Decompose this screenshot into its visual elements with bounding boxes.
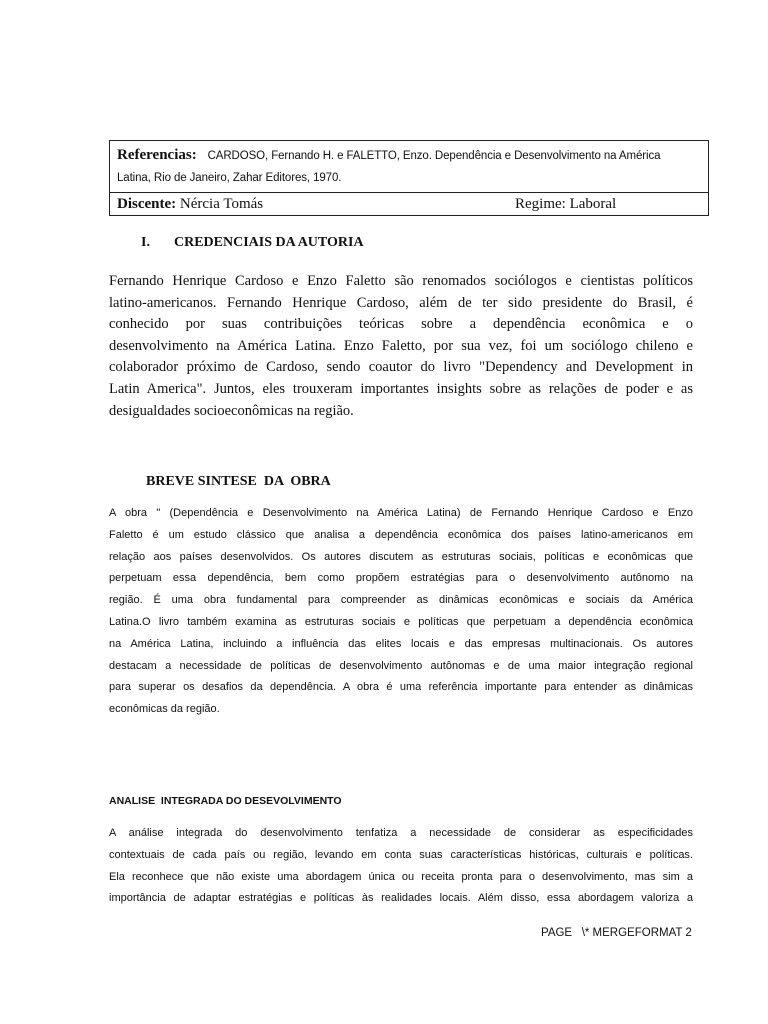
paragraph-line: A obra " (Dependência e Desenvolvimento na América Latina) de Fernando Henrique Cardoso e Enzo (109, 507, 693, 519)
paragraph-line: para superar os desafios da dependência. A obra é uma referência importante para entender as dinâmicas (109, 681, 693, 694)
paragraph-line: destacam a necessidade de políticas de desenvolvimento autônomas e de uma maior integração regional (109, 659, 693, 672)
paragraph-line: A análise integrada do desenvolvimento tenfatiza a necessidade de considerar as especificidades (109, 827, 693, 839)
paragraph-line: região. É uma obra fundamental para compreender as dinâmicas econômicas e sociais da América (109, 594, 693, 607)
reference-box (109, 140, 709, 216)
paragraph-line: colaborador próximo de Cardoso, sendo coautor do livro "Dependency and Development in (109, 359, 693, 376)
paragraph-line: relação aos países desenvolvidos. Os autores discutem as estruturas sociais, políticas e econômicas que (109, 550, 693, 563)
paragraph-line: conhecido por suas contribuições teóricas sobre a dependência econômica e o (109, 316, 693, 333)
paragraph-line: desenvolvimento na América Latina. Enzo Faletto, por sua vez, foi um sociólogo chileno e (109, 337, 693, 354)
section-2-paragraph (109, 503, 693, 721)
page-footer: PAGE \* MERGEFORMAT 2 (541, 927, 692, 939)
paragraph-line: desigualdades socioeconômicas na região. (109, 402, 354, 419)
reference-row (110, 141, 708, 193)
reference-text-2: Latina, Rio de Janeiro, Zahar Editores, 1970. (117, 172, 342, 184)
reference-line-1 (117, 144, 701, 167)
section-2-heading: BREVE SINTESE DA OBRA (146, 474, 331, 489)
section-1-paragraph (109, 271, 693, 422)
student-label: Discente: (117, 196, 177, 212)
paragraph-line: econômicas da região. (109, 703, 220, 716)
student-name: Nércia Tomás (179, 196, 264, 212)
section-1-heading (141, 235, 364, 251)
reference-text-1: CARDOSO, Fernando H. e FALETTO, Enzo. Dependência e Desenvolvimento na América (207, 150, 661, 162)
reference-label: Referencias: (117, 147, 197, 163)
paragraph-line: Latin America". Juntos, eles trouxeram importantes insights sobre as relações de poder e as (109, 380, 693, 397)
paragraph-line: importância de adaptar estratégias e políticas às realidades locais. Além disso, essa abordagem valoriza a (109, 892, 693, 905)
section-1-title: CREDENCIAIS DA AUTORIA (174, 235, 364, 250)
paragraph-line: na América Latina, incluindo a influência das elites locais e das empresas multinacionais. Os autores (109, 637, 693, 650)
paragraph-line: Faletto é um estudo clássico que analisa a dependência econômica dos países latino-americanos em (109, 528, 693, 541)
section-3-heading: ANALISE INTEGRADA DO DESEVOLVIMENTO (109, 795, 342, 807)
paragraph-line: Fernando Henrique Cardoso e Enzo Faletto são renomados sociólogos e cientistas políticos (109, 273, 693, 289)
section-3-paragraph (109, 823, 693, 910)
paragraph-line: contextuais de cada país ou região, levando em conta suas características históricas, culturais e políticas. (109, 848, 693, 861)
paragraph-line: Ela reconhece que não existe uma abordagem única ou receita pronta para o desenvolvimento, mas sim a (109, 870, 693, 883)
paragraph-line: Latina.O livro também examina as estruturas sociais e políticas que perpetuam a dependência econômica (109, 615, 693, 628)
section-1-number: I. (141, 235, 150, 250)
reference-line-2 (117, 167, 701, 189)
paragraph-line: latino-americanos. Fernando Henrique Cardoso, além de ter sido presidente do Brasil, é (109, 294, 693, 311)
paragraph-line: perpetuam essa dependência, bem como propõem estratégias para o desenvolvimento autônomo na (109, 572, 693, 585)
regime-text: Regime: Laboral (515, 196, 617, 212)
student-row (110, 193, 708, 215)
